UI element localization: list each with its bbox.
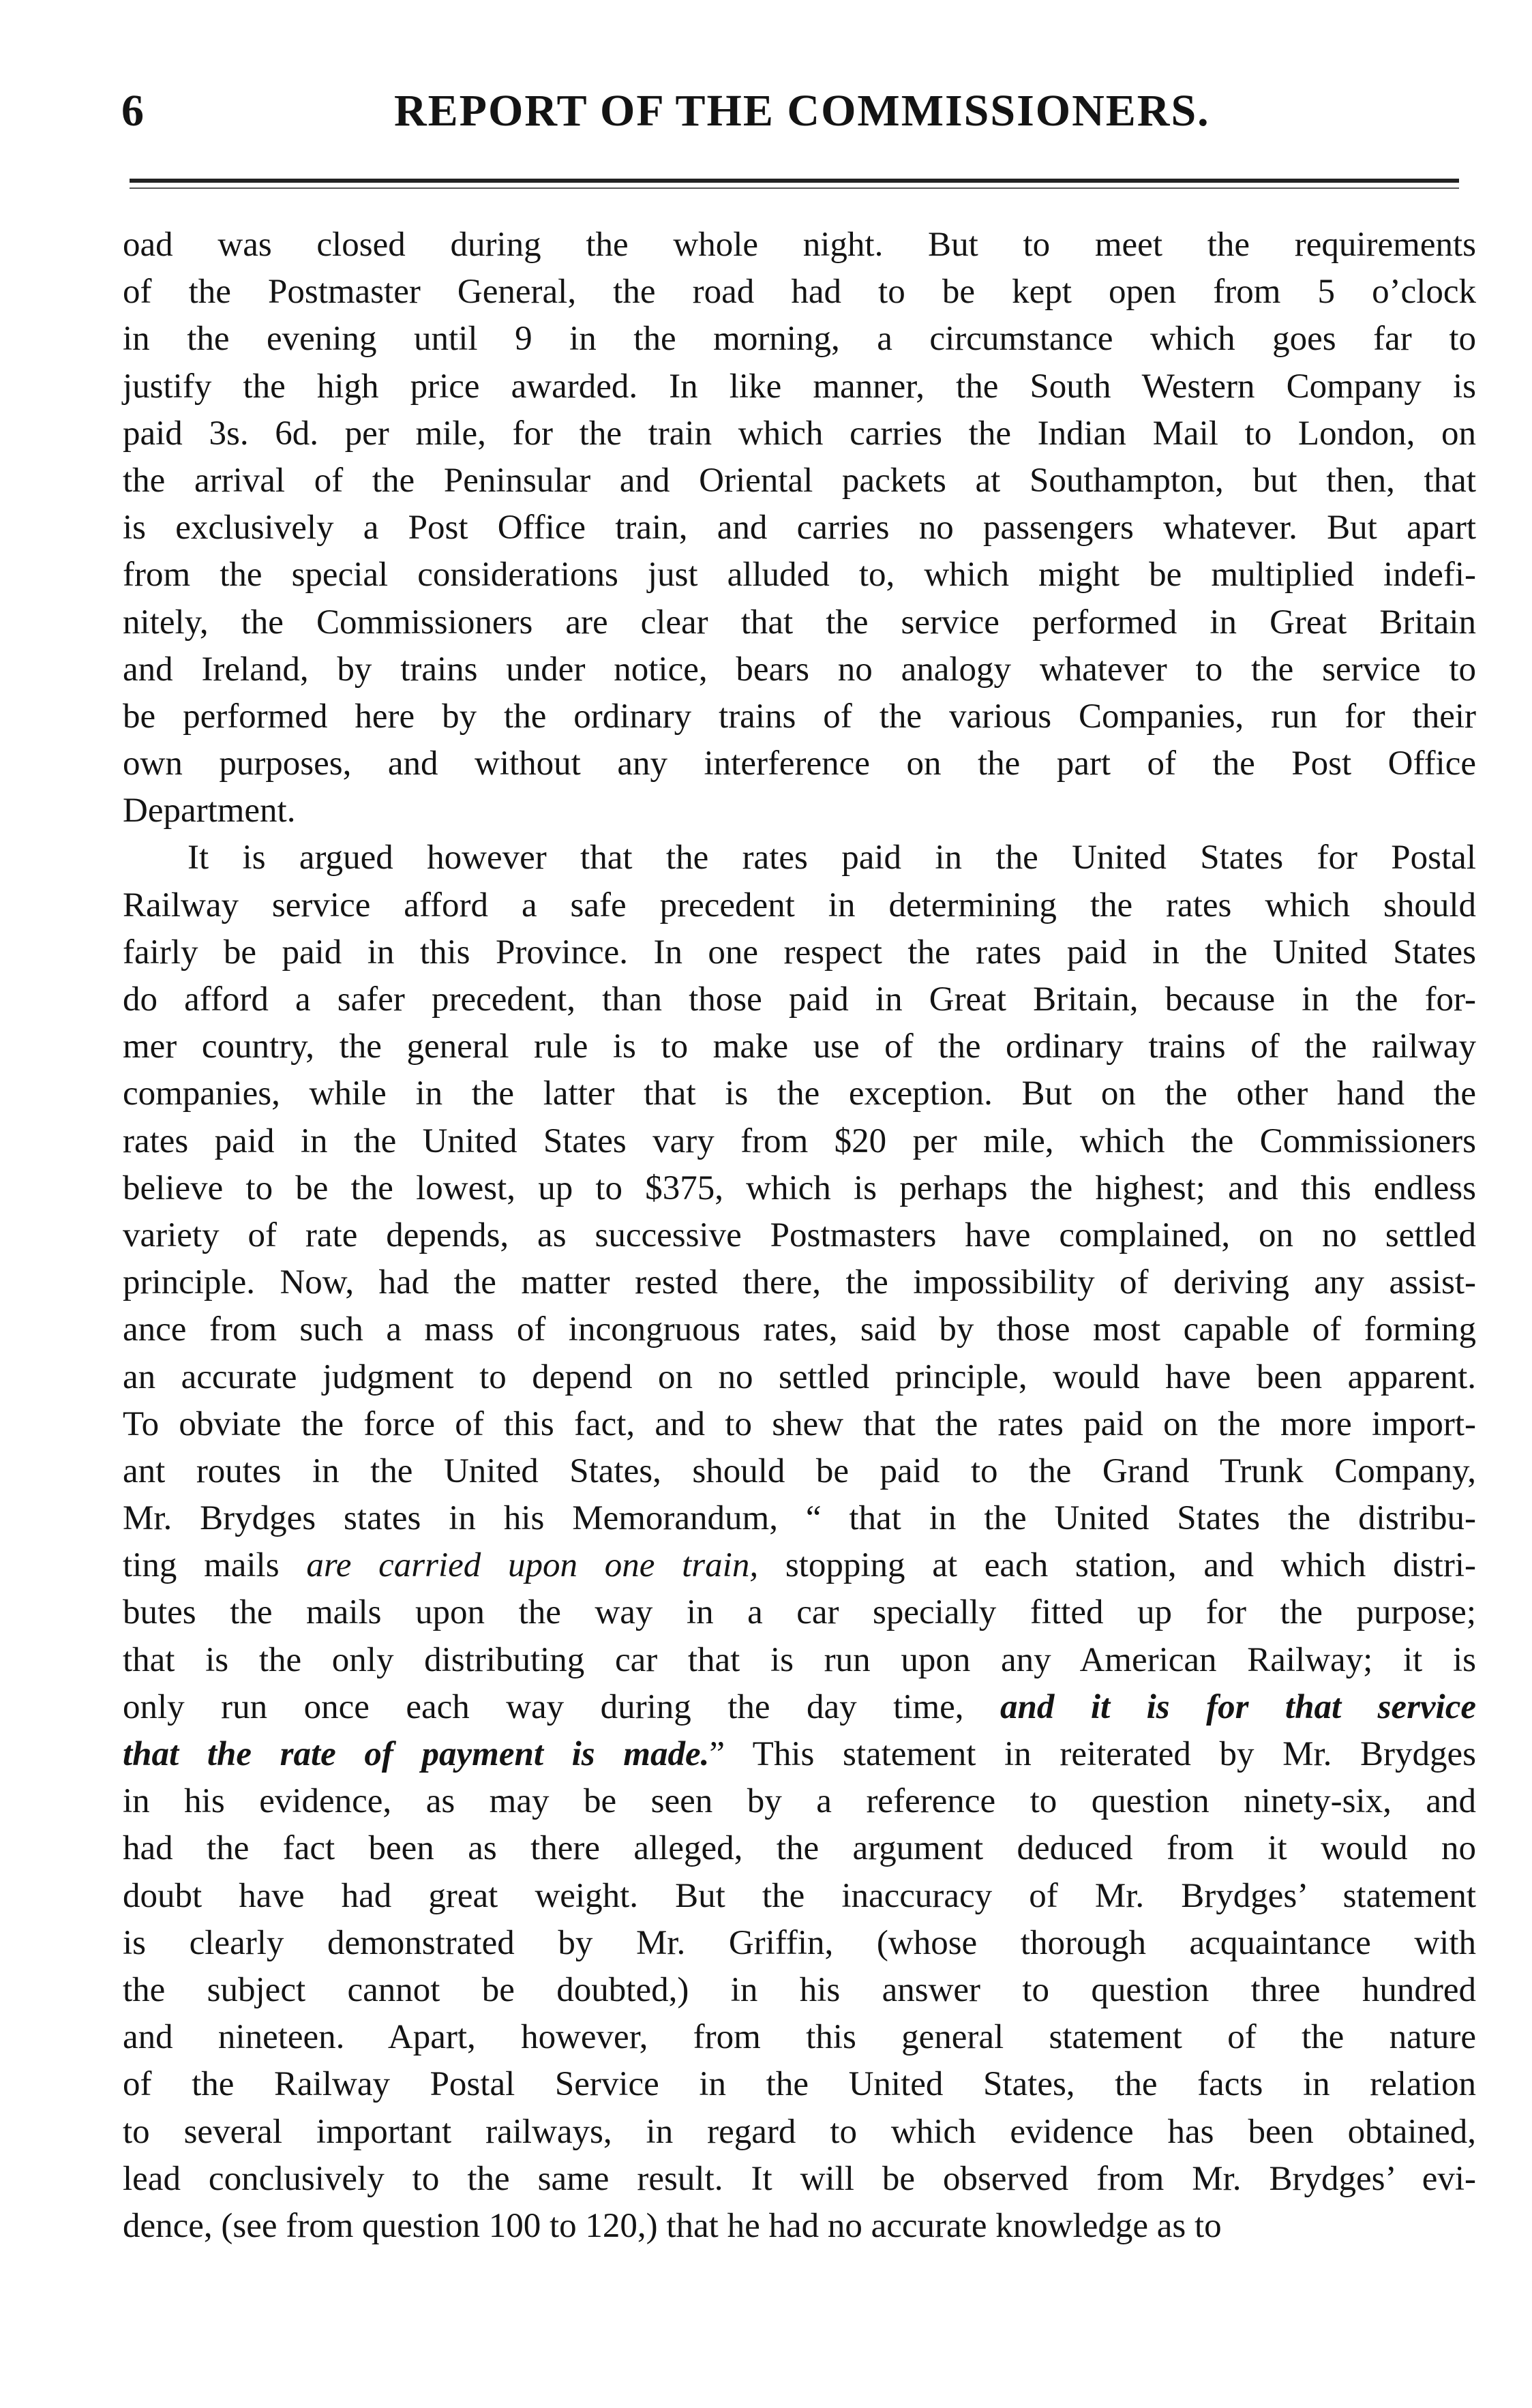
text-line xyxy=(123,2109,1476,2156)
text-line xyxy=(123,505,1476,552)
text-line xyxy=(123,1684,1476,1731)
text-line xyxy=(123,1637,1476,1684)
text-run: be performed here by the ordinary trains of the various Companies, run for their xyxy=(123,697,1476,736)
text-line xyxy=(123,1354,1476,1401)
text-run: butes the mails upon the way in a car specially fitted up for the purpose; xyxy=(123,1593,1476,1632)
text-run: ” This statement in reiterated by Mr. Brydges xyxy=(709,1735,1476,1773)
text-run: stopping at each station, and which distri- xyxy=(758,1546,1476,1585)
running-head: REPORT OF THE COMMISSIONERS. xyxy=(394,86,1210,136)
paragraph xyxy=(123,834,1476,2250)
text-line xyxy=(123,1165,1476,1212)
text-line xyxy=(123,1023,1476,1070)
text-run: an accurate judgment to depend on no settled principle, would have been apparent. xyxy=(123,1357,1476,1396)
text-run: justify the high price awarded. In like manner, the South Western Company is xyxy=(123,367,1476,406)
text-run: mer country, the general rule is to make use of the ordinary trains of the railway xyxy=(123,1027,1476,1066)
paragraph xyxy=(123,222,1476,834)
text-run: doubt have had great weight. But the inaccuracy of Mr. Brydges’ statement xyxy=(123,1876,1476,1915)
text-run: and it is for that service xyxy=(1000,1687,1476,1726)
text-line xyxy=(123,1495,1476,1542)
text-run: of the Postmaster General, the road had to be kept open from 5 o’clock xyxy=(123,273,1476,312)
text-run: To obviate the force of this fact, and to shew that the rates paid on the more import- xyxy=(123,1404,1476,1443)
text-line xyxy=(123,693,1476,740)
page-header xyxy=(121,80,1459,142)
text-line xyxy=(123,1118,1476,1165)
page-number: 6 xyxy=(121,86,144,136)
text-run: oad was closed during the whole night. But to meet the requirements xyxy=(123,226,1476,264)
text-line xyxy=(123,599,1476,646)
text-line xyxy=(123,2156,1476,2203)
text-run: lead conclusively to the same result. It will be observed from Mr. Brydges’ evi- xyxy=(123,2159,1476,2198)
text-run: believe to be the lowest, up to $375, which is perhaps the highest; and this endless xyxy=(123,1169,1476,1207)
text-line xyxy=(123,882,1476,929)
text-line xyxy=(123,834,1476,882)
text-line xyxy=(123,1778,1476,1825)
text-run: dence, (see from question 100 to 120,) that he had no accurate knowledge as to xyxy=(123,2206,1222,2245)
text-line xyxy=(123,222,1476,269)
text-line xyxy=(123,1306,1476,1353)
text-run: do afford a safer precedent, than those paid in Great Britain, because in the for- xyxy=(123,980,1476,1019)
text-run: and nineteen. Apart, however, from this general statement of the nature xyxy=(123,2018,1476,2057)
text-run: are carried upon one train, xyxy=(306,1546,759,1585)
text-run: rates paid in the United States vary from $20 per mile, which the Commissioners xyxy=(123,1122,1476,1160)
text-line xyxy=(123,1825,1476,1872)
text-run: principle. Now, had the matter rested there, the impossibility of deriving any assist- xyxy=(123,1263,1476,1302)
text-line xyxy=(123,1542,1476,1589)
text-line xyxy=(123,457,1476,505)
text-line xyxy=(123,646,1476,693)
text-line xyxy=(123,1920,1476,1967)
text-line xyxy=(123,1873,1476,1920)
text-run: of the Railway Postal Service in the United States, the facts in relation xyxy=(123,2065,1476,2104)
text-run: Railway service afford a safe precedent in determining the rates which should xyxy=(123,886,1476,924)
text-run: and Ireland, by trains under notice, bears no analogy whatever to the service to xyxy=(123,650,1476,689)
text-run: ant routes in the United States, should be paid to the Grand Trunk Company, xyxy=(123,1451,1476,1490)
header-rule xyxy=(130,179,1459,183)
text-run: is exclusively a Post Office train, and carries no passengers whatever. But apart xyxy=(123,509,1476,547)
text-run: ting mails xyxy=(123,1546,307,1585)
text-line xyxy=(123,1967,1476,2014)
text-line xyxy=(123,1589,1476,1636)
text-run: paid 3s. 6d. per mile, for the train which carries the Indian Mail to London, on xyxy=(123,414,1476,453)
text-run: that is the only distributing car that is run upon any American Railway; it is xyxy=(123,1640,1476,1679)
text-line xyxy=(123,1212,1476,1259)
text-line xyxy=(123,269,1476,316)
text-line xyxy=(123,2061,1476,2108)
text-run: the subject cannot be doubted,) in his answer to question three hundred xyxy=(123,1970,1476,2009)
text-line xyxy=(123,1448,1476,1495)
text-run: fairly be paid in this Province. In one respect the rates paid in the United States xyxy=(123,933,1476,972)
text-run: variety of rate depends, as successive Postmasters have complained, on no settled xyxy=(123,1216,1476,1254)
text-run: Mr. Brydges states in his Memorandum, “ that in the United States the distribu- xyxy=(123,1499,1476,1538)
text-line xyxy=(123,552,1476,599)
text-line xyxy=(123,410,1476,457)
text-line xyxy=(123,929,1476,976)
text-run: ance from such a mass of incongruous rates, said by those most capable of forming xyxy=(123,1310,1476,1349)
text-run: companies, while in the latter that is the exception. But on the other hand the xyxy=(123,1074,1476,1113)
text-run: nitely, the Commissioners are clear that the service performed in Great Britain xyxy=(123,603,1476,642)
header-rule-thin xyxy=(130,187,1459,189)
text-line xyxy=(123,787,1476,834)
text-run: own purposes, and without any interference on the part of the Post Office xyxy=(123,744,1476,783)
text-line xyxy=(123,316,1476,363)
text-line xyxy=(123,1731,1476,1778)
text-run: Department. xyxy=(123,792,296,830)
text-run: in his evidence, as may be seen by a reference to question ninety-six, and xyxy=(123,1782,1476,1821)
body-text xyxy=(123,222,1476,2250)
text-line xyxy=(123,2014,1476,2061)
text-run: had the fact been as there alleged, the argument deduced from it would no xyxy=(123,1829,1476,1868)
text-run: that the rate of payment is made. xyxy=(123,1735,710,1773)
text-run: from the special considerations just alluded to, which might be multiplied indefi- xyxy=(123,556,1476,595)
text-run: It is argued however that the rates paid in the United States for Postal xyxy=(187,839,1476,877)
text-line xyxy=(123,976,1476,1023)
text-line xyxy=(123,2203,1476,2250)
text-run: the arrival of the Peninsular and Oriental packets at Southampton, but then, that xyxy=(123,461,1476,500)
text-line xyxy=(123,1259,1476,1306)
text-line xyxy=(123,363,1476,410)
text-line xyxy=(123,1401,1476,1448)
text-run: only run once each way during the day time, xyxy=(123,1687,1000,1726)
text-line xyxy=(123,1070,1476,1117)
text-run: is clearly demonstrated by Mr. Griffin, (whose thorough acquaintance with xyxy=(123,1923,1476,1962)
text-line xyxy=(123,740,1476,787)
text-run: to several important railways, in regard to which evidence has been obtained, xyxy=(123,2112,1476,2151)
text-run: in the evening until 9 in the morning, a circumstance which goes far to xyxy=(123,320,1476,359)
